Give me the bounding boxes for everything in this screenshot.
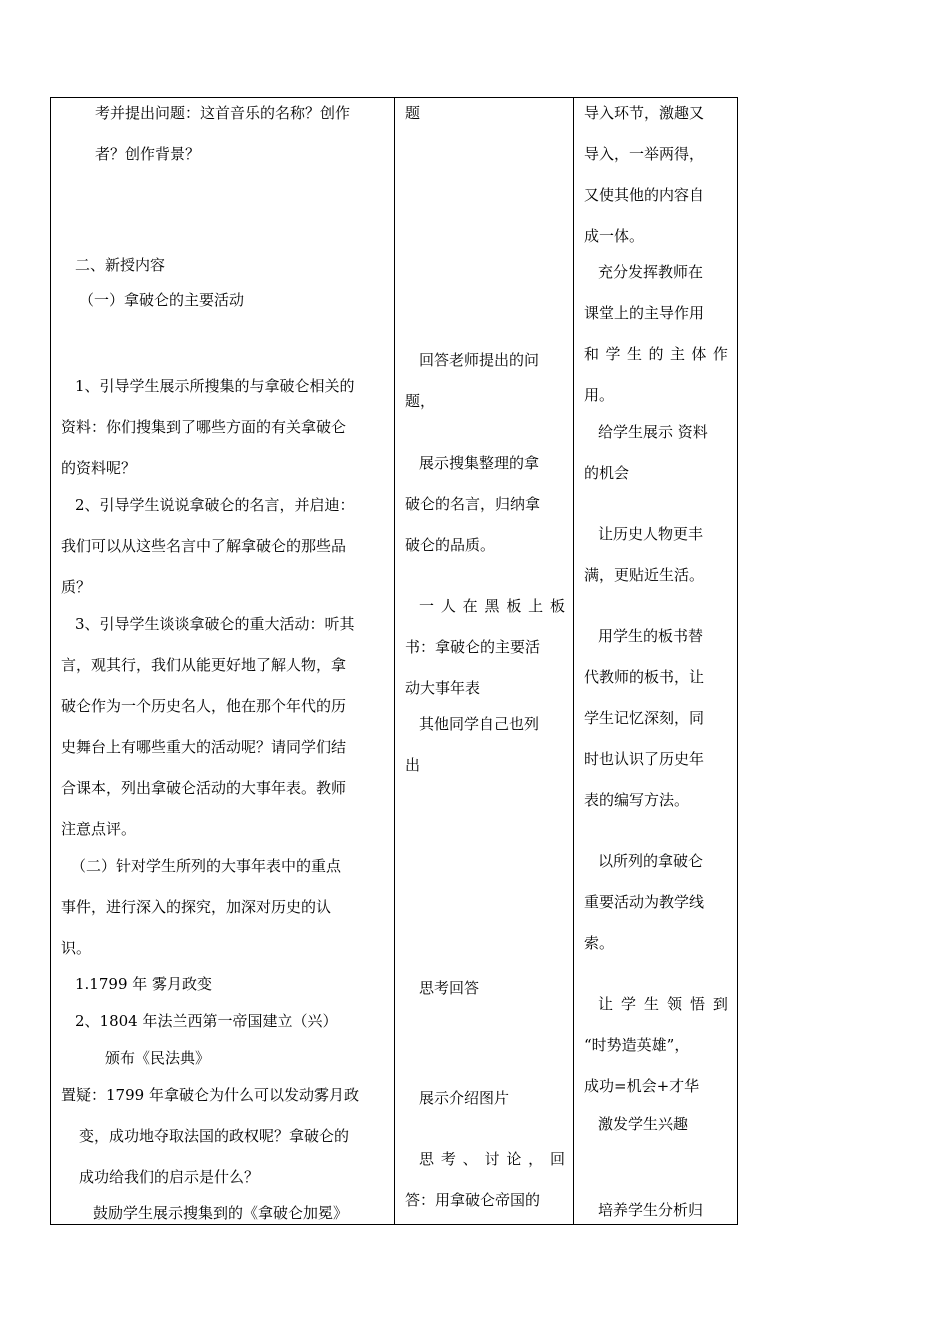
teacher-line: 二、新授内容 bbox=[75, 256, 166, 274]
teacher-line: （一）拿破仑的主要活动 bbox=[79, 291, 245, 309]
intent-line: 让 学 生 领 悟 到 bbox=[598, 995, 728, 1013]
student-line: 思考回答 bbox=[419, 979, 480, 997]
lesson-plan-table bbox=[50, 97, 738, 1225]
teacher-line: 2、1804 年法兰西第一帝国建立（兴） bbox=[75, 1012, 338, 1030]
student-line: 展示介绍图片 bbox=[419, 1089, 510, 1107]
student-line: 答：用拿破仑帝国的 bbox=[405, 1191, 541, 1209]
teacher-activity-cell bbox=[51, 98, 394, 1224]
teacher-line: 质？ bbox=[61, 578, 92, 596]
teacher-line: 资料：你们搜集到了哪些方面的有关拿破仑 bbox=[61, 418, 347, 436]
teacher-line: 识。 bbox=[61, 939, 92, 957]
student-line: 破仑的名言，归纳拿 bbox=[405, 495, 541, 513]
student-line: 出 bbox=[405, 756, 421, 774]
intent-line: 让历史人物更丰 bbox=[598, 525, 704, 543]
intent-line: 表的编写方法。 bbox=[584, 791, 690, 809]
intent-line: 代教师的板书，让 bbox=[584, 668, 705, 686]
student-line: 破仑的品质。 bbox=[405, 536, 496, 554]
intent-line: 和 学 生 的 主 体 作 bbox=[584, 345, 728, 363]
student-line: 题， bbox=[405, 392, 436, 410]
student-line: 书：拿破仑的主要活 bbox=[405, 638, 541, 656]
teacher-line: 注意点评。 bbox=[61, 820, 137, 838]
intent-line: 满，更贴近生活。 bbox=[584, 566, 705, 584]
intent-line: 课堂上的主导作用 bbox=[584, 304, 705, 322]
intent-line: 激发学生兴趣 bbox=[598, 1115, 689, 1133]
intent-line: 的机会 bbox=[584, 464, 630, 482]
teacher-line: 变，成功地夺取法国的政权呢？拿破仑的 bbox=[79, 1127, 350, 1145]
teacher-line: 成功给我们的启示是什么？ bbox=[79, 1168, 260, 1186]
intent-line: 导入环节，激趣又 bbox=[584, 104, 705, 122]
student-line: 题 bbox=[405, 104, 421, 122]
intent-line: 充分发挥教师在 bbox=[598, 263, 704, 281]
teacher-line: 2、引导学生说说拿破仑的名言，并启迪： bbox=[75, 496, 355, 514]
student-line: 回答老师提出的问 bbox=[419, 351, 540, 369]
student-line: 思 考 、 讨 论 ， 回 bbox=[419, 1150, 565, 1168]
intent-line: “时势造英雄”， bbox=[584, 1036, 690, 1054]
teacher-line: 鼓励学生展示搜集到的《拿破仑加冕》 bbox=[93, 1204, 349, 1222]
teacher-line: 1.1799 年 雾月政变 bbox=[75, 975, 213, 993]
design-intent-cell bbox=[574, 98, 737, 1224]
teacher-line: 1、引导学生展示所搜集的与拿破仑相关的 bbox=[75, 377, 355, 395]
intent-line: 以所列的拿破仑 bbox=[598, 852, 704, 870]
student-line: 展示搜集整理的拿 bbox=[419, 454, 540, 472]
teacher-line: （二）针对学生所列的大事年表中的重点 bbox=[71, 857, 342, 875]
intent-line: 用学生的板书替 bbox=[598, 627, 704, 645]
student-line: 其他同学自己也列 bbox=[419, 715, 540, 733]
intent-line: 成一体。 bbox=[584, 227, 645, 245]
intent-line: 时也认识了历史年 bbox=[584, 750, 705, 768]
teacher-line: 的资料呢？ bbox=[61, 459, 137, 477]
intent-line: 培养学生分析归 bbox=[598, 1201, 704, 1219]
teacher-line: 颁布《民法典》 bbox=[105, 1049, 211, 1067]
teacher-line: 我们可以从这些名言中了解拿破仑的那些品 bbox=[61, 537, 347, 555]
teacher-line: 者？创作背景？ bbox=[95, 145, 201, 163]
intent-line: 学生记忆深刻，同 bbox=[584, 709, 705, 727]
teacher-line: 言，观其行，我们从能更好地了解人物，拿 bbox=[61, 656, 347, 674]
intent-line: 给学生展示 资料 bbox=[598, 423, 708, 441]
teacher-line: 置疑：1799 年拿破仑为什么可以发动雾月政 bbox=[61, 1086, 359, 1104]
student-line: 动大事年表 bbox=[405, 679, 481, 697]
intent-line: 导入，一举两得， bbox=[584, 145, 705, 163]
intent-line: 索。 bbox=[584, 934, 615, 952]
intent-line: 又使其他的内容自 bbox=[584, 186, 705, 204]
teacher-line: 考并提出问题：这首音乐的名称？创作 bbox=[95, 104, 351, 122]
intent-line: 成功=机会+才华 bbox=[584, 1077, 700, 1095]
teacher-line: 合课本，列出拿破仑活动的大事年表。教师 bbox=[61, 779, 347, 797]
student-activity-cell bbox=[395, 98, 573, 1224]
teacher-line: 事件，进行深入的探究，加深对历史的认 bbox=[61, 898, 332, 916]
teacher-line: 史舞台上有哪些重大的活动呢？请同学们结 bbox=[61, 738, 347, 756]
intent-line: 重要活动为教学线 bbox=[584, 893, 705, 911]
intent-line: 用。 bbox=[584, 386, 615, 404]
teacher-line: 3、引导学生谈谈拿破仑的重大活动：听其 bbox=[75, 615, 355, 633]
student-line: 一 人 在 黑 板 上 板 bbox=[419, 597, 565, 615]
teacher-line: 破仑作为一个历史名人，他在那个年代的历 bbox=[61, 697, 347, 715]
